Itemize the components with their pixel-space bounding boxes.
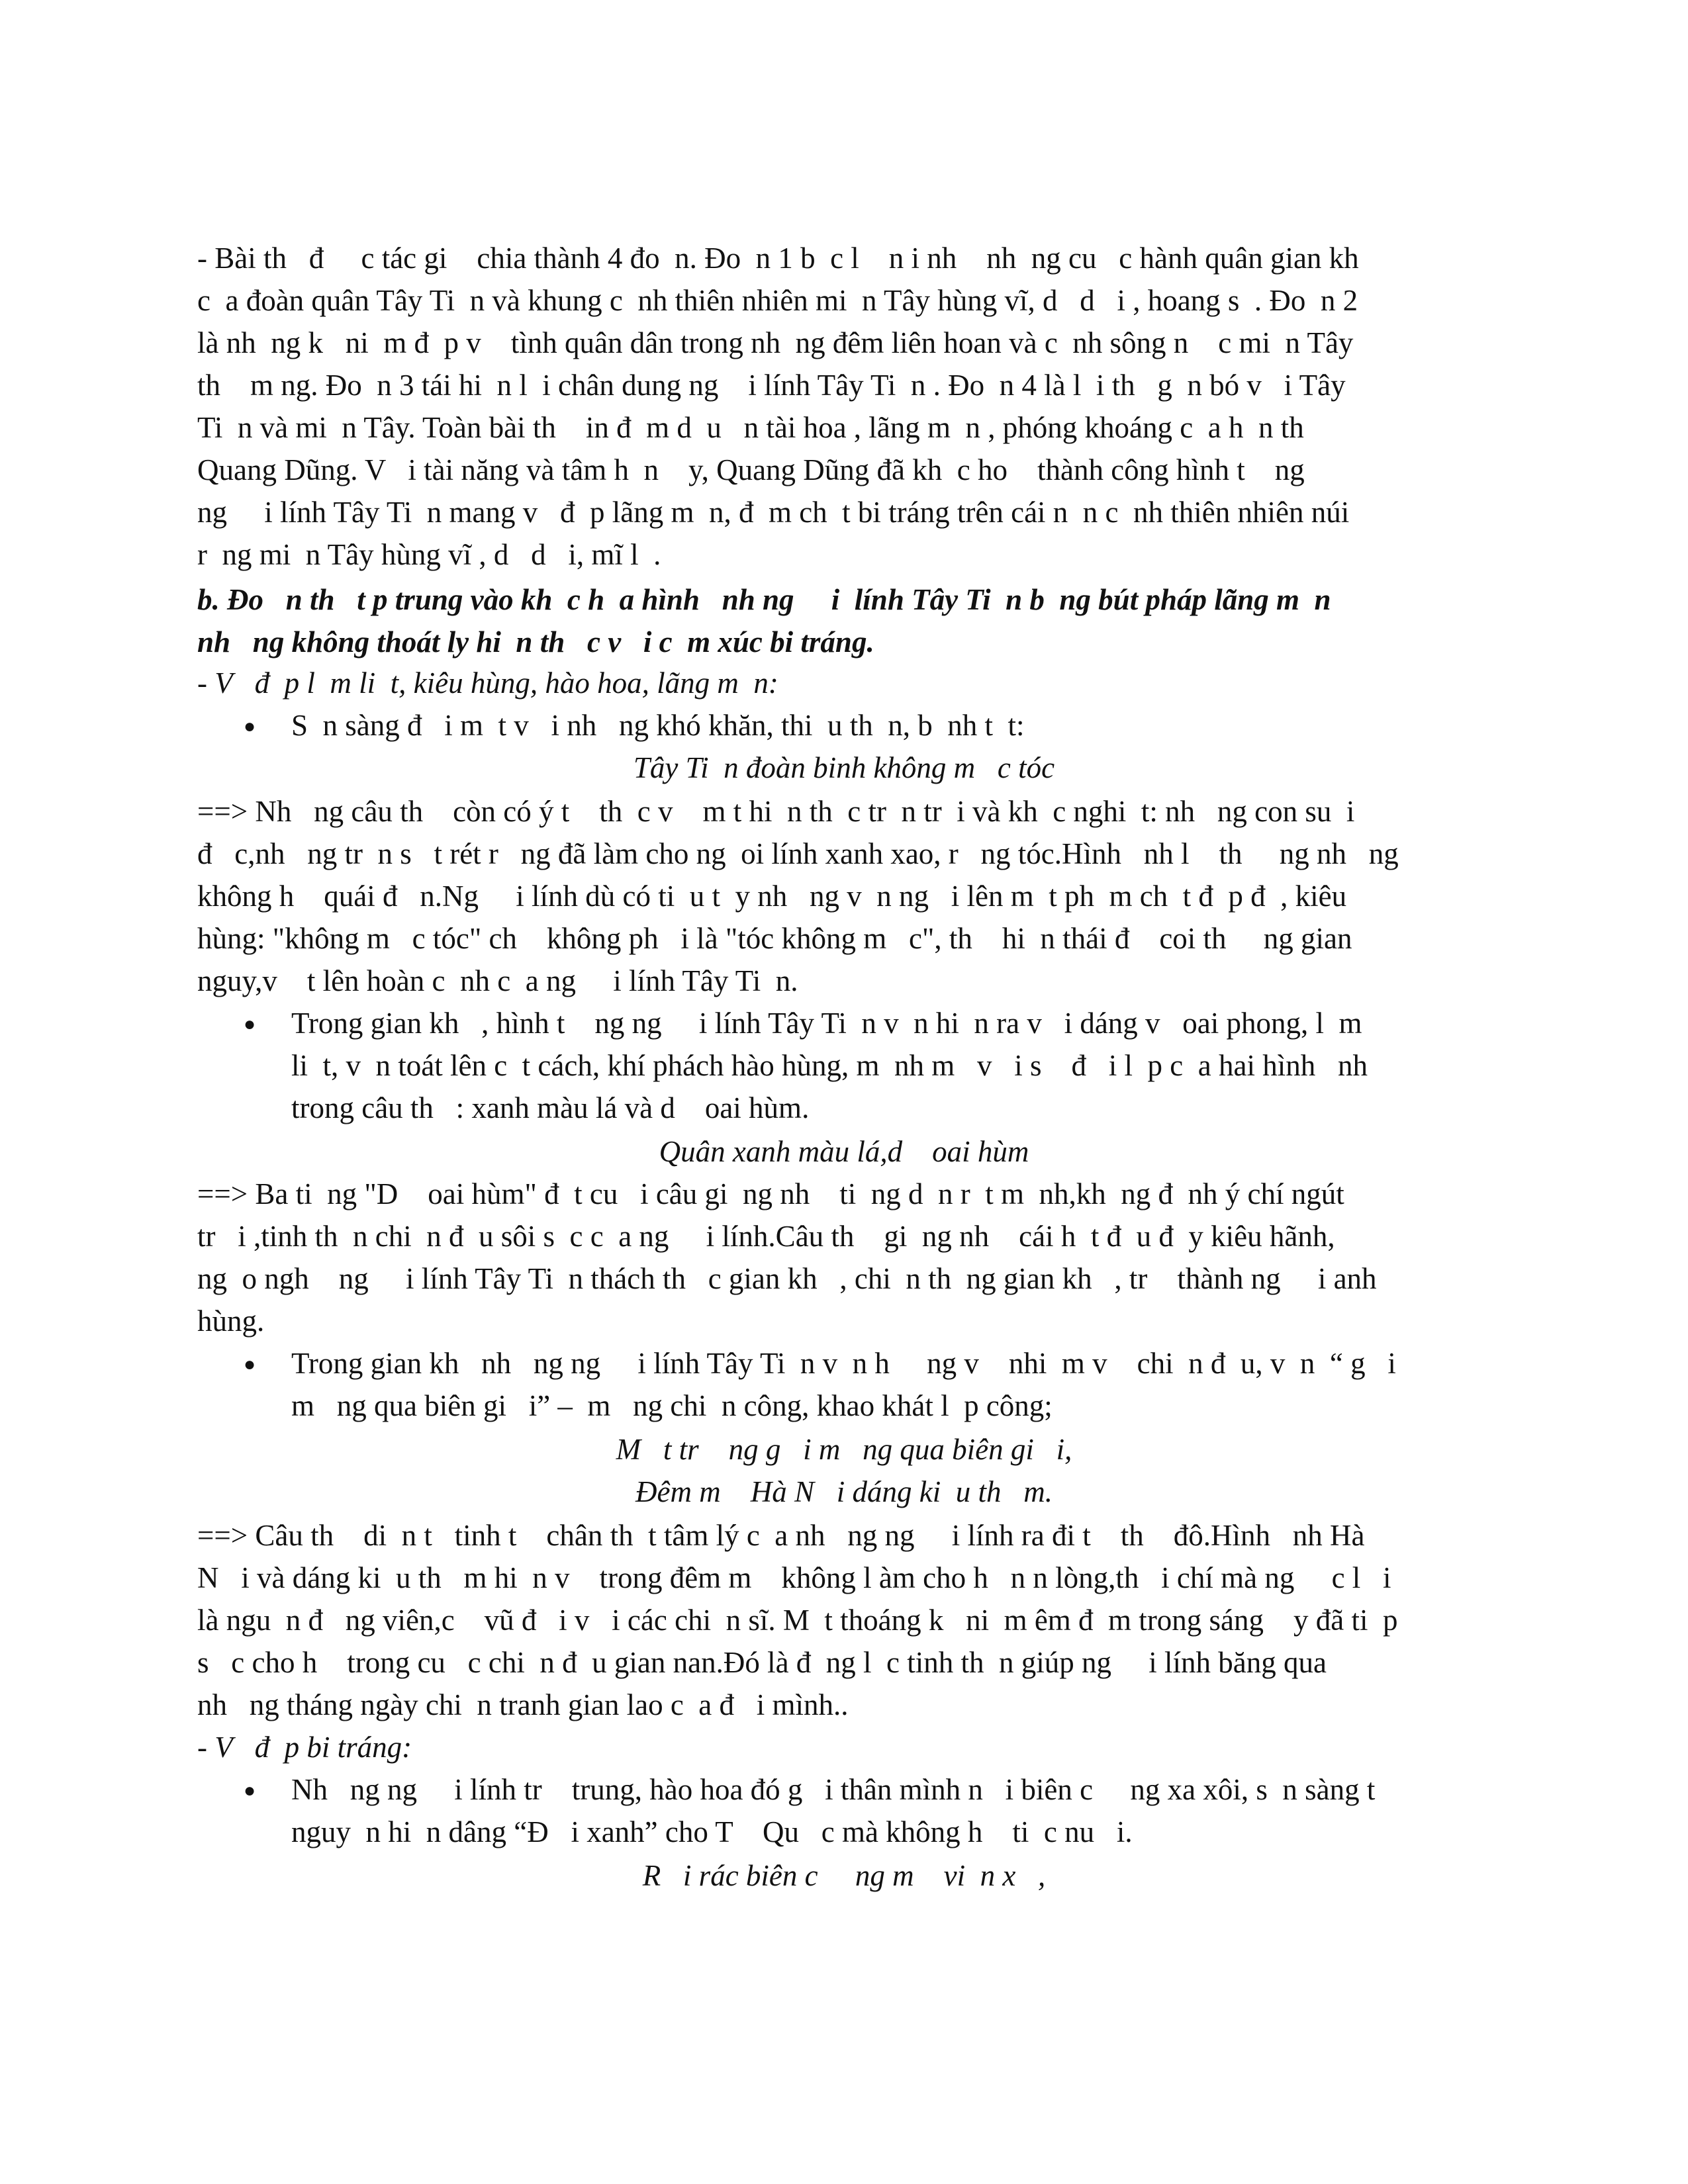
part2-title: - V đ p bi tráng: — [197, 1731, 412, 1764]
paragraph-line: là ngu n đ ng viên,c vũ đ i v i các chi n sĩ. M t thoáng k ni m êm đ m trong sáng y đã ti p — [197, 1604, 1398, 1637]
intro-line-3: là nh ng k ni m đ p v tình quân dân trong nh ng đêm liên hoan và c nh sông n c mi n Tây — [197, 326, 1354, 359]
bullet-line: li t, v n toát lên c t cách, khí phách hào hùng, m nh m v i s đ i l p c a hai hình nh — [291, 1049, 1368, 1082]
section-heading-line-1: b. Đo n th t p trung vào kh c h a hình nh ng i lính Tây Ti n b ng bút pháp lãng m n — [197, 583, 1331, 616]
bullet-line: Nh ng ng i lính tr trung, hào hoa đó g i thân mình n i biên c ng xa xôi, s n sàng t — [291, 1773, 1376, 1806]
bullet-line: m ng qua biên gi i” – m ng chi n công, khao khát l p công; — [291, 1389, 1053, 1422]
paragraph-line: ng o ngh ng i lính Tây Ti n thách th c gian kh , chi n th ng gian kh , tr thành ng i anh — [197, 1262, 1377, 1295]
paragraph-line: đ c,nh ng tr n s t rét r ng đã làm cho ng oi lính xanh xao, r ng tóc.Hình nh l th ng nh ng — [197, 837, 1399, 870]
bullet-dot: ● — [244, 715, 256, 737]
bullet-dot: ● — [244, 1780, 256, 1801]
quote-line: R i rác biên c ng m vi n x , — [642, 1859, 1046, 1892]
bullet-line: nguy n hi n dâng “Đ i xanh” cho T Qu c mà không h ti c nu i. — [291, 1815, 1133, 1848]
bullet-dot: ● — [244, 1013, 256, 1035]
section-heading-line-2: nh ng không thoát ly hi n th c v i c m xúc bi tráng. — [197, 625, 874, 659]
intro-line-4: th m ng. Đo n 3 tái hi n l i chân dung ng i lính Tây Ti n . Đo n 4 là l i th g n bó v i Tây — [197, 369, 1346, 402]
quote-line: Quân xanh màu lá,d oai hùm — [659, 1135, 1029, 1168]
paragraph-line: ==> Ba ti ng "D oai hùm" đ t cu i câu gi ng nh ti ng d n r t m nh,kh ng đ nh ý chí ngút — [197, 1177, 1344, 1210]
quote-line: M t tr ng g i m ng qua biên gi i, — [616, 1433, 1072, 1466]
paragraph-line: không h quái đ n.Ng i lính dù có ti u t y nh ng v n ng i lên m t ph m ch t đ p đ , kiêu — [197, 880, 1347, 913]
quote-line: Tây Ti n đoàn binh không m c tóc — [633, 751, 1055, 784]
quote-line: Đêm m Hà N i dáng ki u th m. — [635, 1475, 1053, 1508]
paragraph-line: nguy,v t lên hoàn c nh c a ng i lính Tây Ti n. — [197, 964, 798, 997]
paragraph-line: ==> Nh ng câu th còn có ý t th c v m t hi n th c tr n tr i và kh c nghi t: nh ng con su i — [197, 795, 1355, 828]
bullet-dot: ● — [244, 1353, 256, 1375]
intro-line-1: - Bài th đ c tác gi chia thành 4 đo n. Đo n 1 b c l n i nh nh ng cu c hành quân gian kh — [197, 242, 1359, 275]
paragraph-line: s c cho h trong cu c chi n đ u gian nan.Đó là đ ng l c tinh th n giúp ng i lính băng qua — [197, 1646, 1327, 1679]
paragraph-line: tr i ,tinh th n chi n đ u sôi s c c a ng i lính.Câu th gi ng nh cái h t đ u đ y kiêu hãnh, — [197, 1220, 1335, 1253]
paragraph-line: nh ng tháng ngày chi n tranh gian lao c a đ i mình.. — [197, 1688, 849, 1721]
paragraph-line: hùng. — [197, 1304, 265, 1338]
intro-line-7: ng i lính Tây Ti n mang v đ p lãng m n, đ m ch t bi tráng trên cái n n c nh thiên nhiên núi — [197, 496, 1350, 529]
paragraph-line: ==> Câu th di n t tinh t chân th t tâm lý c a nh ng ng i lính ra đi t th đô.Hình nh Hà — [197, 1519, 1365, 1552]
part1-bullet1: S n sàng đ i m t v i nh ng khó khăn, thi u th n, b nh t t: — [291, 709, 1025, 742]
paragraph-line: N i và dáng ki u th m hi n v trong đêm m không l àm cho h n n lòng,th i chí mà ng c l i — [197, 1561, 1391, 1594]
part1-title: - V đ p l m li t, kiêu hùng, hào hoa, lãng m n: — [197, 666, 778, 700]
bullet-line: Trong gian kh nh ng ng i lính Tây Ti n v n h ng v nhi m v chi n đ u, v n “ g i — [291, 1347, 1396, 1380]
bullet-line: trong câu th : xanh màu lá và d oai hùm. — [291, 1091, 810, 1124]
intro-line-8: r ng mi n Tây hùng vĩ , d d i, mĩ l . — [197, 538, 661, 571]
intro-line-5: Ti n và mi n Tây. Toàn bài th in đ m d u n tài hoa , lãng m n , phóng khoáng c a h n th — [197, 411, 1304, 444]
intro-line-6: Quang Dũng. V i tài năng và tâm h n y, Quang Dũng đã kh c ho thành công hình t ng — [197, 453, 1305, 486]
paragraph-line: hùng: "không m c tóc" ch không ph i là "tóc không m c", th hi n thái đ coi th ng gian — [197, 922, 1352, 955]
intro-line-2: c a đoàn quân Tây Ti n và khung c nh thiên nhiên mi n Tây hùng vĩ, d d i , hoang s . Đo n 2 — [197, 284, 1358, 317]
bullet-line: Trong gian kh , hình t ng ng i lính Tây Ti n v n hi n ra v i dáng v oai phong, l m — [291, 1007, 1362, 1040]
